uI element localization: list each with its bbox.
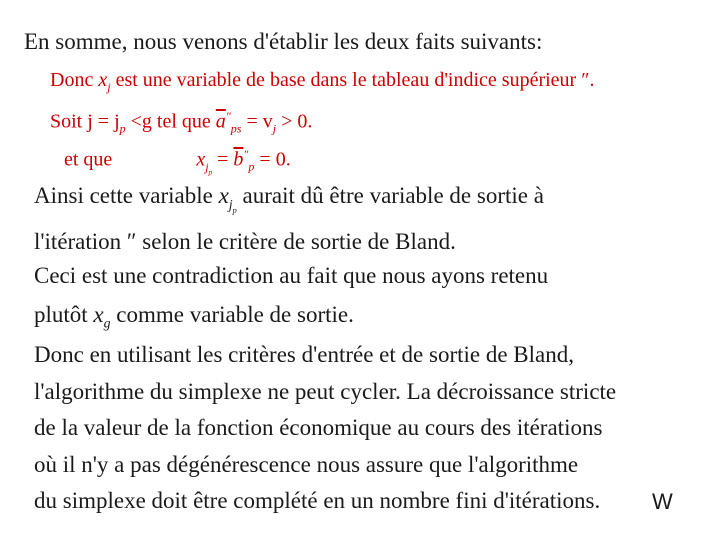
para-l1-var: x <box>218 183 229 208</box>
para-line-1 <box>34 184 544 215</box>
end-of-proof-mark: W <box>652 489 673 514</box>
para-l4b: comme variable de sortie. <box>110 302 354 327</box>
fact2-end: = v <box>241 110 273 133</box>
fact3-tail: = 0. <box>254 148 291 171</box>
para-line-4 <box>34 303 354 330</box>
para-line-5: Donc en utilisant les critères d'entrée et de sortie de Bland, <box>34 342 574 367</box>
fact1-var-sub: j <box>107 80 111 94</box>
para-line-9: du simplexe doit être complété en un nombre fini d'itérations. <box>34 488 601 513</box>
para-l1-subsub: p <box>232 205 237 215</box>
fact1-text: est une variable de base dans le tableau d'indice supérieur ″. <box>110 69 595 91</box>
fact2-tail: > 0. <box>276 110 313 133</box>
para-l4-var: x <box>93 302 104 327</box>
fact2-text: Soit j = j <box>50 110 120 133</box>
fact2-mid: <g tel que <box>125 110 216 133</box>
intro-line: En somme, nous venons d'établir les deux faits suivants: <box>24 29 543 54</box>
fact-line-1 <box>50 70 595 93</box>
fact2-a: $\overline{a}$ <box>215 110 226 133</box>
fact-line-2 <box>50 110 312 135</box>
para-l1b: aurait dû être variable de sortie à <box>236 183 544 208</box>
fact3-b-sup: ″ <box>243 147 249 161</box>
fact3-prefix: et que <box>64 148 113 171</box>
fact3-b: $\overline{b}$ <box>233 148 244 171</box>
para-l1-sub: j <box>228 196 233 212</box>
fact3-b-sub: p <box>248 159 255 174</box>
fact3-eq: = <box>212 148 234 171</box>
para-l4a: plutôt <box>34 302 94 327</box>
fact2-j-sub: p <box>119 121 126 136</box>
fact2-a-sup: ″ <box>225 109 231 123</box>
para-l1a: Ainsi cette variable <box>34 183 219 208</box>
para-line-2: l'itération ″ selon le critère de sortie de Bland. <box>34 229 456 254</box>
fact2-v-sub: j <box>272 121 277 136</box>
fact3-var: x <box>196 148 206 171</box>
para-line-8: où il n'y a pas dégénérescence nous assure que l'algorithme <box>34 452 579 477</box>
para-line-7: de la valeur de la fonction économique au cours des itérations <box>34 415 603 440</box>
para-line-3: Ceci est une contradiction au fait que nous ayons retenu <box>34 263 549 288</box>
fact1-prefix: Donc <box>50 69 99 91</box>
para-l4-sub: g <box>103 315 111 331</box>
fact1-var: x <box>98 69 108 91</box>
fact-line-3 <box>64 148 291 176</box>
fact2-a-sub: ps <box>230 121 242 136</box>
fact3-var-subsub: p <box>208 168 213 177</box>
fact3-var-sub: j <box>205 159 209 174</box>
para-line-6: l'algorithme du simplexe ne peut cycler. La décroissance stricte <box>34 379 617 404</box>
